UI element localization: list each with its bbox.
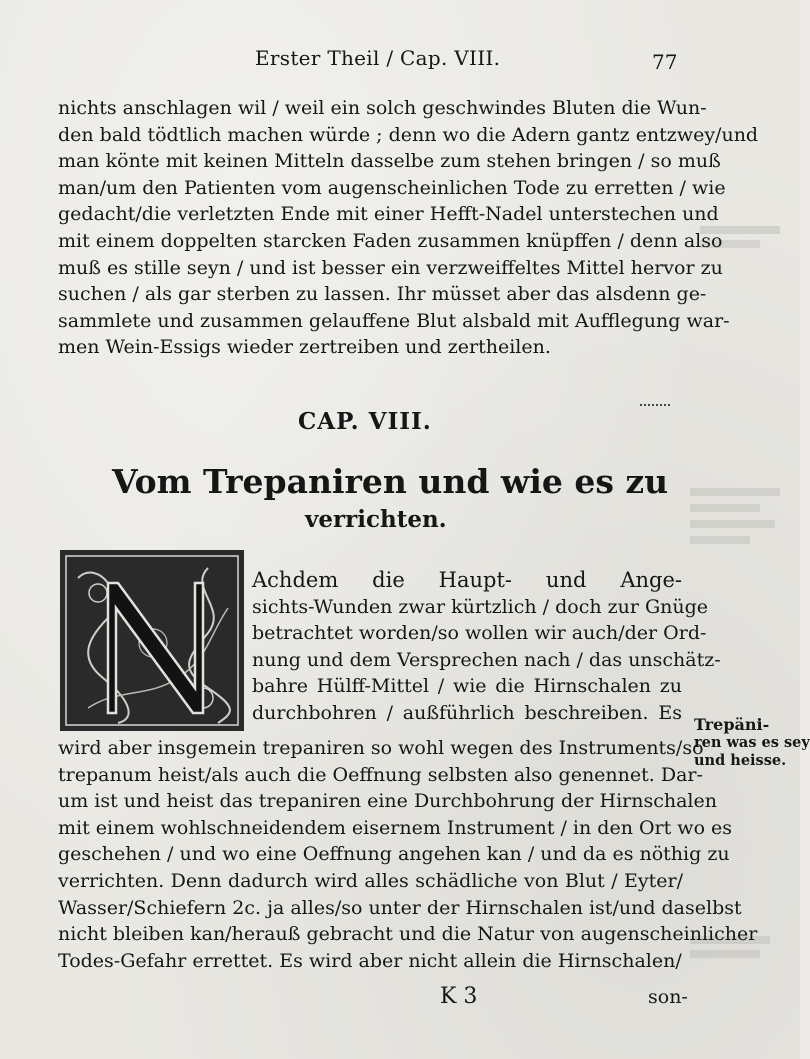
- text-line: betrachtet worden/so wollen wir auch/der Ord-: [252, 622, 707, 645]
- text-line: Wasser/Schiefern 2c. ja alles/so unter der Hirnschalen ist/und daselbst: [58, 896, 742, 919]
- page-number: 77: [652, 50, 678, 74]
- margin-note-line: ren was es sey: [694, 734, 810, 751]
- decorative-dots: [640, 404, 670, 406]
- text-line: um ist und heist das trepaniren eine Durchbohrung der Hirnschalen: [58, 790, 717, 813]
- text-line: Achdem die Haupt- und Ange-: [252, 568, 682, 592]
- chapter-title: Vom Trepaniren und wie es zu: [112, 462, 669, 501]
- text-line: muß es stille seyn / und ist besser ein verzweiffeltes Mittel hervor zu: [58, 256, 723, 279]
- text-line: nichts anschlagen wil / weil ein solch geschwindes Bluten die Wun-: [58, 97, 707, 119]
- text-line: trepanum heist/als auch die Oeffnung selbsten also genennet. Dar-: [58, 763, 703, 786]
- text-line: men Wein-Essigs wieder zertreiben und zertheilen.: [58, 336, 551, 359]
- text-line: gedacht/die verletzten Ende mit einer Hefft-Nadel unterstechen und: [58, 203, 719, 226]
- text-line: Todes-Gefahr errettet. Es wird aber nicht allein die Hirnschalen/: [58, 949, 682, 972]
- text-line: sammlete und zusammen gelauffene Blut alsbald mit Aufflegung war-: [58, 309, 730, 332]
- chapter-title-continued: verrichten.: [305, 506, 447, 533]
- text-line: bahre Hülff-Mittel / wie die Hirnschalen zu: [252, 675, 682, 698]
- text-line: sichts-Wunden zwar kürtzlich / doch zur Gnüge: [252, 595, 709, 618]
- text-line: geschehen / und wo eine Oeffnung angehen kan / und da es nöthig zu: [58, 843, 730, 866]
- text-line: wird aber insgemein trepaniren so wohl wegen des Instruments/so: [58, 737, 704, 759]
- text-line: durchbohren / außführlich beschreiben. Es: [252, 701, 682, 724]
- margin-note-line: Trepäni-: [694, 715, 770, 734]
- continuation-text: [58, 95, 759, 361]
- drop-cap-initial: [58, 548, 246, 733]
- chapter-label: CAP. VIII.: [298, 408, 432, 435]
- ornamental-initial-icon: [58, 548, 246, 733]
- margin-note: [694, 715, 810, 770]
- text-line: nung und dem Versprechen nach / das unschätz-: [252, 648, 721, 671]
- text-line: man könte mit keinen Mitteln dasselbe zum stehen bringen / so muß: [58, 150, 721, 173]
- text-line: verrichten. Denn dadurch wird alles schädliche von Blut / Eyter/: [58, 869, 683, 892]
- text-line: den bald tödtlich machen würde ; denn wo die Adern gantz entzwey/und: [58, 123, 759, 146]
- text-line: mit einem doppelten starcken Faden zusammen knüpffen / denn also: [58, 229, 723, 252]
- opening-paragraph: [252, 567, 721, 727]
- signature-mark: K 3: [440, 984, 478, 1009]
- text-line: man/um den Patienten vom augenscheinlichen Tode zu erretten / wie: [58, 176, 726, 199]
- catchword: son-: [648, 986, 688, 1008]
- margin-note-line: und heisse.: [694, 752, 787, 769]
- text-line: nicht bleiben kan/herauß gebracht und die Natur von augenscheinlicher: [58, 923, 758, 946]
- text-line: mit einem wohlschneidendem eisernem Instrument / in den Ort wo es: [58, 816, 733, 839]
- running-title: Erster Theil / Cap. VIII.: [255, 46, 501, 70]
- text-line: suchen / als gar sterben zu lassen. Ihr müsset aber das alsdenn ge-: [58, 283, 707, 306]
